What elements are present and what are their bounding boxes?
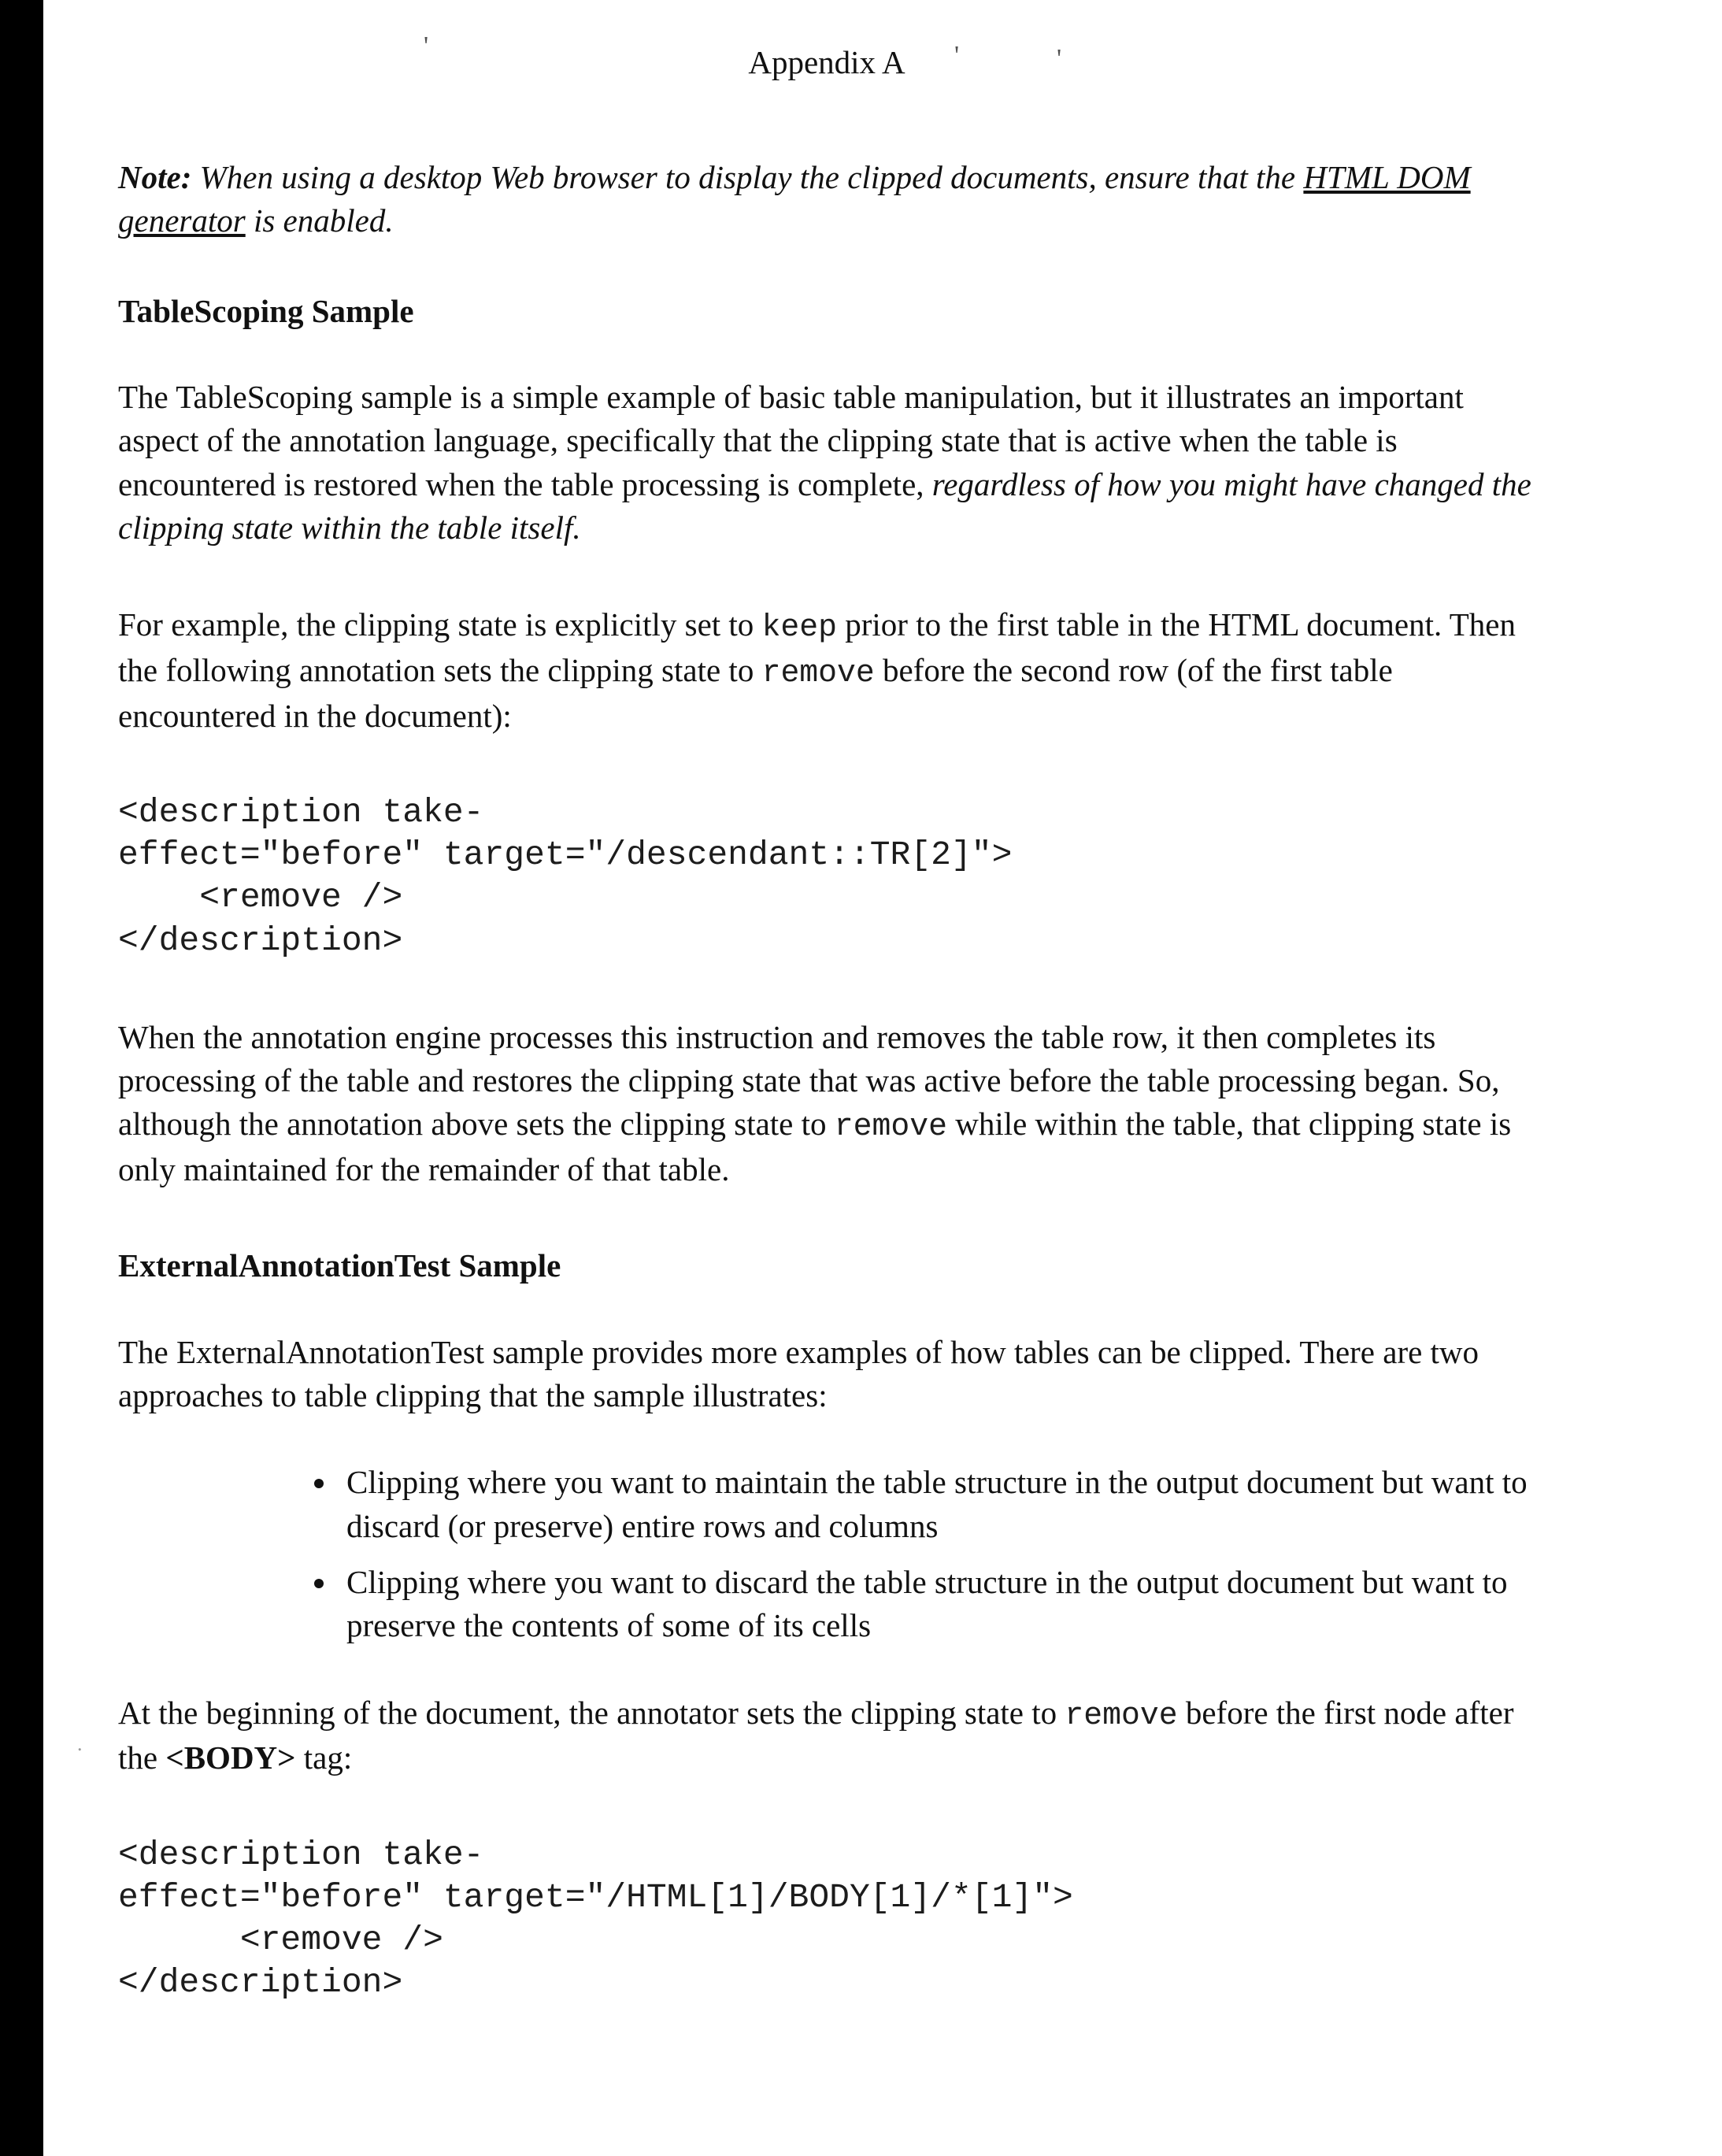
text-segment: prior to the first table in the HTML document. Then the following annotation sets the clipping state to — [118, 606, 1516, 689]
section-heading-externalannotationtest: ExternalAnnotationTest Sample — [118, 1247, 561, 1284]
scan-edge-bar — [0, 0, 43, 2156]
list-item — [339, 1461, 1535, 1548]
text-segment: before the first node after the — [118, 1694, 1514, 1776]
text-segment: is enabled. — [245, 202, 394, 239]
text-segment: Clipping where you want to maintain the table structure in the output document but want to discard (or preserve) entire rows and columns — [346, 1464, 1528, 1544]
text-segment: When the annotation engine processes this instruction and removes the table row, it then completes its processing of the table and restores the clipping state that was active before the table processing began. So, although the annotation above sets the clipping state to — [118, 1018, 1500, 1143]
text-segment: <BODY> — [165, 1739, 296, 1776]
text-segment: HTML DOM generator — [118, 159, 1471, 239]
tablescoping-paragraph-2 — [118, 603, 1535, 738]
text-segment: Note: — [118, 159, 192, 195]
clipping-approaches-list — [118, 1461, 1535, 1647]
scan-artifact: ' — [424, 31, 429, 61]
scan-artifact: ' — [1057, 44, 1062, 73]
tablescoping-paragraph-3 — [118, 1016, 1535, 1192]
text-segment: regardless of how you might have changed the clipping state within the table itself — [118, 465, 1531, 546]
note-paragraph — [118, 156, 1535, 243]
code-block-description-body: <description take- effect="before" target="/HTML[1]/BODY[1]/*[1]"> <remove /> </description> — [118, 1835, 1073, 2002]
text-segment: Clipping where you want to discard the table structure in the output document but want to preserve the contents of some of its cells — [346, 1564, 1508, 1644]
list-item — [339, 1561, 1535, 1648]
text-segment: remove — [1065, 1697, 1178, 1733]
scan-artifact: ' — [954, 41, 960, 70]
externalannotation-paragraph-1 — [118, 1331, 1535, 1418]
text-segment: For example, the clipping state is explicitly set to — [118, 606, 762, 643]
page-header-title: Appendix A — [748, 44, 905, 80]
text-segment: When using a desktop Web browser to display the clipped documents, ensure that the — [191, 159, 1304, 195]
tablescoping-paragraph-1 — [118, 376, 1535, 550]
text-segment: while within the table, that clipping state is only maintained for the remainder of that table. — [118, 1106, 1512, 1188]
text-segment: keep — [761, 609, 838, 646]
text-segment: At the beginning of the document, the annotator sets the clipping state to — [118, 1694, 1065, 1731]
text-segment: before the second row (of the first table encountered in the document): — [118, 652, 1393, 734]
scan-artifact: . — [77, 1732, 83, 1755]
page-content — [118, 43, 1535, 2058]
text-segment: tag: — [295, 1739, 353, 1776]
text-segment: The TableScoping sample is a simple example of basic table manipulation, but it illustrates an important aspect of the annotation language, specifically that the clipping state that is active when the table is encountered is restored when the table processing is complete, — [118, 378, 1464, 502]
section-heading-tablescoping: TableScoping Sample — [118, 292, 414, 329]
text-segment: remove — [834, 1109, 947, 1145]
externalannotation-paragraph-2 — [118, 1691, 1535, 1780]
text-segment: . — [572, 509, 581, 546]
text-segment: remove — [761, 655, 875, 691]
code-block-description-tr2: <description take- effect="before" target="/descendant::TR[2]"> <remove /> </description> — [118, 793, 1013, 960]
text-segment: The ExternalAnnotationTest sample provides more examples of how tables can be clipped. There are two approaches to table clipping that the sample illustrates: — [118, 1333, 1479, 1414]
